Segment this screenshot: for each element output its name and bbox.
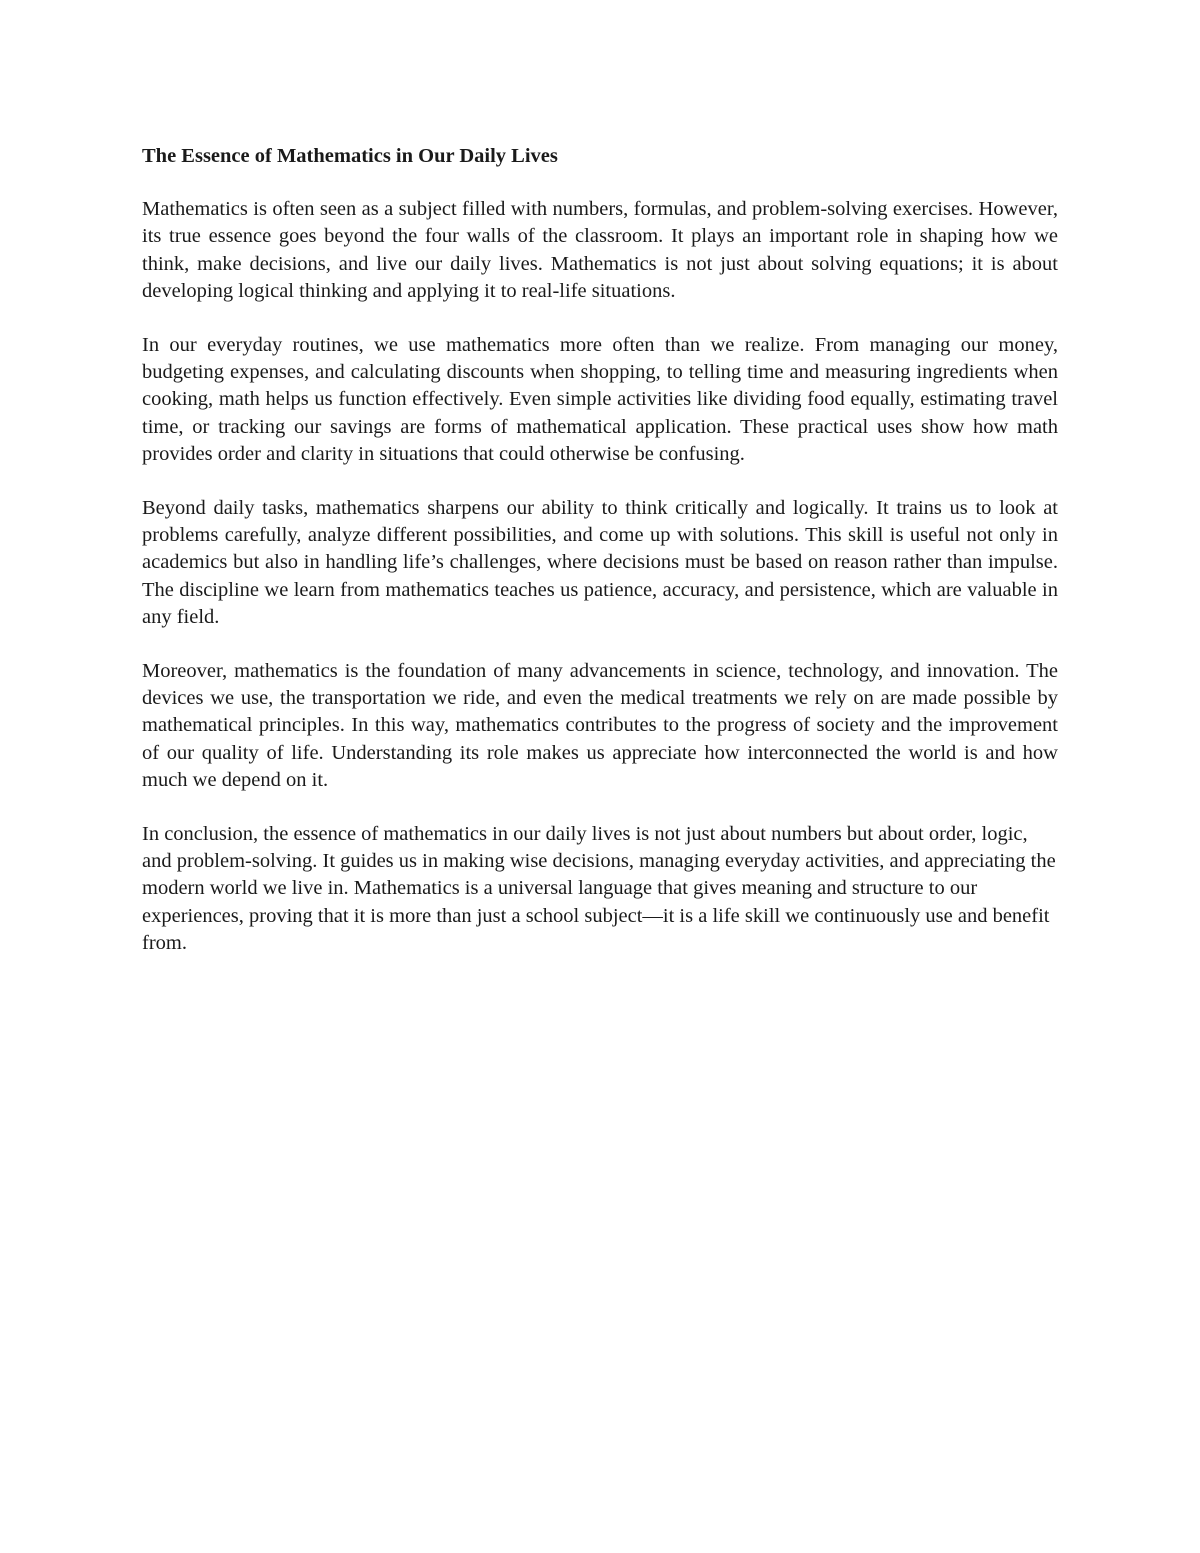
document-body xyxy=(142,143,1058,984)
paragraph-everyday-routines: In our everyday routines, we use mathematics more often than we realize. From managing our money, budgeting expenses, and calculating discounts when shopping, to telling time and measuring ingredients when cooking, math helps us function effectively. Even simple activities like dividing food equally, estimating travel time, or tracking our savings are forms of mathematical application. These practical uses show how math provides order and clarity in situations that could otherwise be confusing. xyxy=(142,334,1058,465)
document-title: The Essence of Mathematics in Our Daily Lives xyxy=(142,145,558,167)
paragraph-conclusion: In conclusion, the essence of mathematics in our daily lives is not just about numbers but about order, logic, and problem-solving. It guides us in making wise decisions, managing everyday activities, and appreciating the modern world we live in. Mathematics is a universal language that gives meaning and structure to our experiences, proving that it is more than just a school subject—it is a life skill we continuously use and benefit from. xyxy=(142,823,1056,954)
paragraph-advancements: Moreover, mathematics is the foundation of many advancements in science, technology, and innovation. The devices we use, the transportation we ride, and even the medical treatments we rely on are made possible by mathematical principles. In this way, mathematics contributes to the progress of society and the improvement of our quality of life. Understanding its role makes us appreciate how interconnected the world is and how much we depend on it. xyxy=(142,660,1058,791)
paragraph-critical-thinking: Beyond daily tasks, mathematics sharpens our ability to think critically and logically. It trains us to look at problems carefully, analyze different possibilities, and come up with solutions. This skill is useful not only in academics but also in handling life’s challenges, where decisions must be based on reason rather than impulse. The discipline we learn from mathematics teaches us patience, accuracy, and persistence, which are valuable in any field. xyxy=(142,497,1058,628)
paragraph-introduction: Mathematics is often seen as a subject filled with numbers, formulas, and problem-solving exercises. However, its true essence goes beyond the four walls of the classroom. It plays an important role in shaping how we think, make decisions, and live our daily lives. Mathematics is not just about solving equations; it is about developing logical thinking and applying it to real-life situations. xyxy=(142,198,1058,302)
